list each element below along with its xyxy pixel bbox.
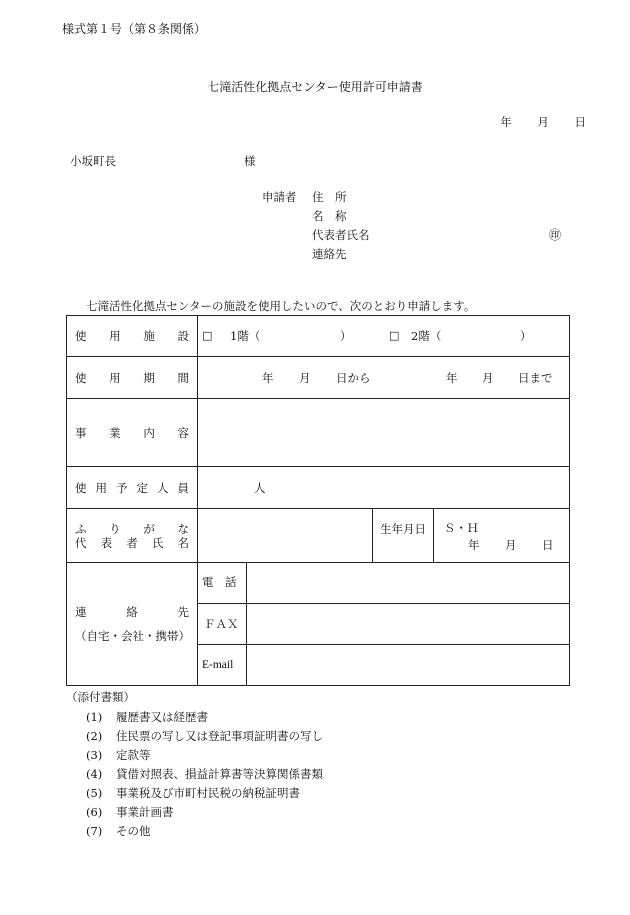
period-end-year: 年 [446,370,458,385]
applicant-representative-label: 代表者氏名 [312,228,370,242]
document-title: 七滝活性化拠点センター使用許可申請書 [207,80,423,94]
contact-sub-label: （自宅・会社・携帯） [75,629,190,643]
email-field[interactable] [247,645,570,686]
attachments-title: （添付書類） [66,690,135,704]
representative-label-cell [67,509,198,563]
contact-label: 連絡先 [75,605,189,619]
attachment-item: (5) 事業税及び市町村民税の納税証明書 [86,786,300,800]
birthdate-day: 日 [542,538,554,552]
attachment-item: (3) 定款等 [86,748,151,762]
business-row [67,399,570,467]
people-row [67,467,570,509]
period-label: 使用期間 [67,357,198,399]
facility-label: 使用施設 [67,316,198,357]
representative-row [67,509,570,563]
applicant-name-label: 名 称 [312,209,347,223]
attachment-item: (1) 履歴書又は経歴書 [86,710,208,724]
birthdate-year: 年 [468,538,480,552]
phone-label: 電 話 [198,563,247,604]
people-field[interactable] [198,467,570,509]
phone-field[interactable] [247,563,570,604]
attachment-item: (6) 事業計画書 [86,805,174,819]
furigana-label: ふりがな [75,521,189,536]
floor1-close: ） [340,329,352,343]
period-start-day: 日から [336,370,371,385]
representative-label: 代表者氏名 [75,535,189,550]
floor1-label: 1階（ [230,329,261,343]
contact-phone-row [67,563,570,604]
birthdate-month: 月 [505,538,517,552]
period-end-month: 月 [482,370,494,385]
form-number-label: 様式第１号（第８条関係） [62,22,207,36]
birthdate-field[interactable] [434,509,570,563]
applicant-address-label: 住 所 [312,190,347,204]
floor2-label: 2階（ [411,329,442,343]
fax-field[interactable] [247,604,570,645]
seal-mark: ㊞ [549,228,562,242]
period-row [67,357,570,399]
addressee: 小坂町長 [70,154,116,168]
applicant-contact-label: 連絡先 [312,247,347,261]
facility-row [67,316,570,357]
application-date [478,114,586,130]
fax-label: ＦＡＸ [198,604,247,645]
business-label: 事業内容 [67,399,198,467]
representative-name-field[interactable] [198,509,373,563]
floor2-checkbox[interactable]: □ [389,329,400,342]
facility-options [198,316,570,357]
application-table [66,315,570,686]
floor1-checkbox[interactable]: □ [202,329,213,342]
intro-text: 七滝活性化拠点センターの施設を使用したいので、次のとおり申請します。 [86,299,476,313]
people-unit: 人 [254,480,266,495]
period-end-day: 日まで [518,370,553,385]
contact-label-cell [67,563,198,686]
floor2-close: ） [520,329,532,343]
email-label: E-mail [198,645,247,686]
applicant-label: 申請者 [262,190,297,204]
period-start-year: 年 [262,370,274,385]
period-fields[interactable] [198,357,570,399]
honorific: 様 [244,154,256,168]
period-start-month: 月 [299,370,311,385]
birthdate-label: 生年月日 [373,509,434,563]
date-month-label: 月 [537,115,549,129]
attachment-item: (2) 住民票の写し又は登記事項証明書の写し [86,729,323,743]
date-year-label: 年 [500,115,512,129]
people-label: 使用予定人員 [67,467,198,509]
attachment-item: (4) 貸借対照表、損益計算書等決算関係書類 [86,767,323,781]
business-field[interactable] [198,399,570,467]
attachment-item: (7) その他 [86,824,151,838]
birthdate-era: Ｓ・Ｈ [444,521,479,535]
date-day-label: 日 [574,115,586,129]
